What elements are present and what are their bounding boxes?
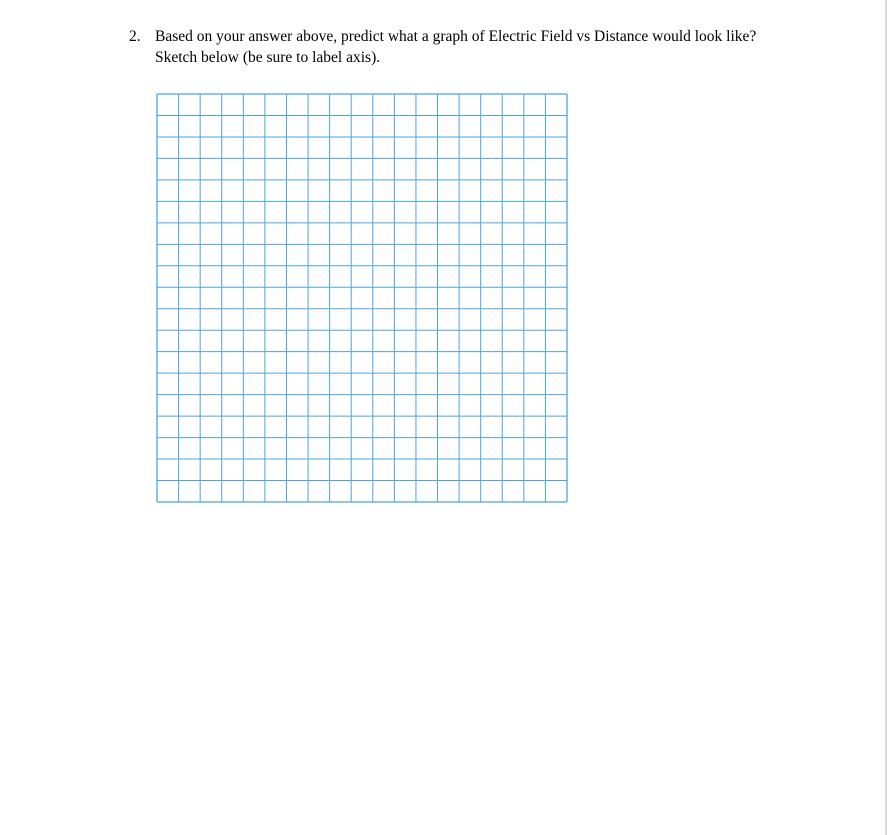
question-number: 2. (129, 28, 141, 45)
question-instruction: Sketch below (be sure to label axis). (155, 49, 381, 66)
question-line-2 (129, 47, 756, 68)
graph-paper[interactable] (156, 93, 568, 503)
graph-paper-grid[interactable] (156, 93, 568, 503)
question-line-1 (129, 26, 756, 47)
question-2 (129, 26, 756, 68)
question-prompt: Based on your answer above, predict what a graph of Electric Field vs Distance would look like? (155, 28, 757, 45)
